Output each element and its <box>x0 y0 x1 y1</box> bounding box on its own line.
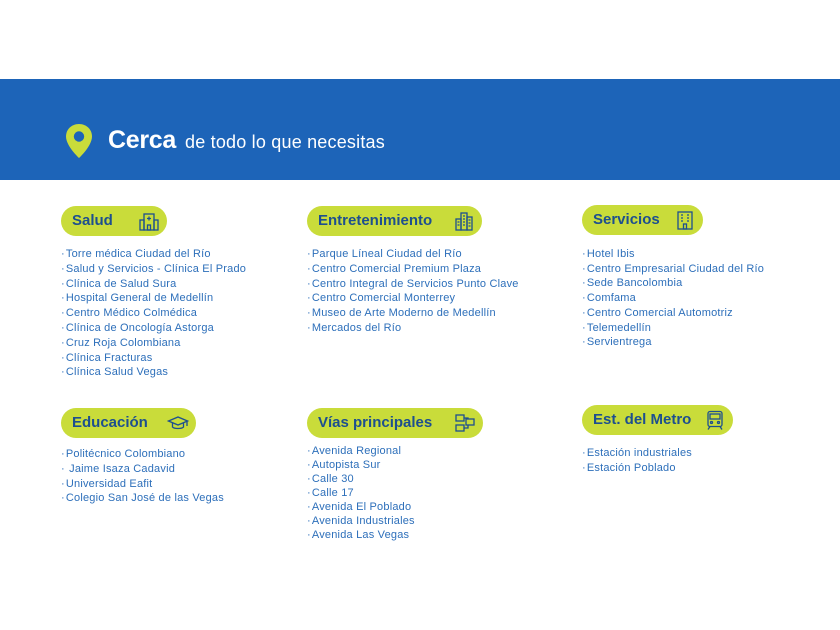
list-item: · Hospital General de Medellín <box>61 291 246 306</box>
list-item: · Autopista Sur <box>307 458 483 472</box>
list-item: · Clínica de Oncología Astorga <box>61 321 246 336</box>
page-title <box>108 126 385 155</box>
section-vias <box>307 408 483 542</box>
list-item: · Torre médica Ciudad del Río <box>61 247 246 262</box>
list-item: · Cruz Roja Colombiana <box>61 336 246 351</box>
section-metro <box>582 405 733 476</box>
list-item: · Museo de Arte Moderno de Medellín <box>307 306 519 321</box>
list-item: · Comfama <box>582 291 764 306</box>
list-item: · Jaime Isaza Cadavid <box>61 462 224 477</box>
title-rest: de todo lo que necesitas <box>185 132 385 152</box>
list-item: · Universidad Eafit <box>61 477 224 492</box>
category-title: Servicios <box>593 211 660 228</box>
category-heading-metro <box>582 405 733 435</box>
category-heading-salud <box>61 206 167 236</box>
category-title: Educación <box>72 414 148 431</box>
category-heading-servicios <box>582 205 703 235</box>
city-buildings-icon <box>453 210 475 232</box>
list-item: · Colegio San José de las Vegas <box>61 491 224 506</box>
list-item: · Hotel Ibis <box>582 247 764 262</box>
list-item: · Avenida El Poblado <box>307 500 483 514</box>
category-title: Salud <box>72 212 113 229</box>
list-item: · Politécnico Colombiano <box>61 447 224 462</box>
list-item: · Centro Comercial Automotriz <box>582 306 764 321</box>
section-salud <box>61 206 246 380</box>
category-title: Vías principales <box>318 414 433 431</box>
hospital-icon <box>138 210 160 232</box>
list-item: · Estación industriales <box>582 446 733 461</box>
vias-list <box>307 444 483 542</box>
category-title: Entretenimiento <box>318 212 433 229</box>
list-item: · Avenida Regional <box>307 444 483 458</box>
list-item: · Clínica Salud Vegas <box>61 365 246 380</box>
metro-train-icon <box>704 409 726 431</box>
category-heading-entretenimiento <box>307 206 482 236</box>
list-item: · Telemedellín <box>582 321 764 336</box>
location-pin-icon <box>64 122 94 160</box>
section-educacion <box>61 408 224 506</box>
list-item: · Salud y Servicios - Clínica El Prado <box>61 262 246 277</box>
list-item: · Calle 30 <box>307 472 483 486</box>
graduation-cap-icon <box>167 412 189 434</box>
list-item: · Clínica Fracturas <box>61 351 246 366</box>
list-item: · Avenida Industriales <box>307 514 483 528</box>
title-strong: Cerca <box>108 126 176 154</box>
entretenimiento-list <box>307 247 519 336</box>
servicios-list <box>582 247 764 350</box>
office-building-icon <box>674 209 696 231</box>
salud-list <box>61 247 246 380</box>
list-item: · Mercados del Río <box>307 321 519 336</box>
list-item: · Centro Médico Colmédica <box>61 306 246 321</box>
list-item: · Clínica de Salud Sura <box>61 277 246 292</box>
category-title: Est. del Metro <box>593 411 692 428</box>
category-heading-vias <box>307 408 483 438</box>
list-item: · Sede Bancolombia <box>582 276 764 291</box>
section-servicios <box>582 205 764 350</box>
list-item: · Centro Comercial Monterrey <box>307 291 519 306</box>
list-item: · Centro Comercial Premium Plaza <box>307 262 519 277</box>
list-item: · Estación Poblado <box>582 461 733 476</box>
list-item: · Centro Integral de Servicios Punto Clave <box>307 277 519 292</box>
list-item: · Calle 17 <box>307 486 483 500</box>
list-item: · Centro Empresarial Ciudad del Río <box>582 262 764 277</box>
list-item: · Parque Líneal Ciudad del Río <box>307 247 519 262</box>
section-entretenimiento <box>307 206 519 336</box>
list-item: · Servientrega <box>582 335 764 350</box>
metro-list <box>582 446 733 476</box>
category-heading-educacion <box>61 408 196 438</box>
list-item: · Avenida Las Vegas <box>307 528 483 542</box>
educacion-list <box>61 447 224 506</box>
road-map-icon <box>454 412 476 434</box>
